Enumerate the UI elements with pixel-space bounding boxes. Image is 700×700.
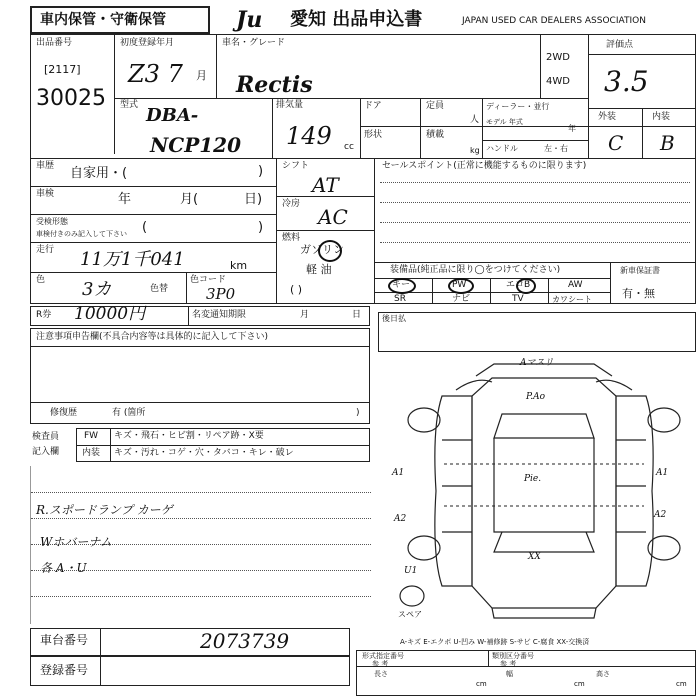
mileage-label: 走行 [36,245,55,255]
displacement-label: 排気量 [276,100,304,110]
displacement-unit: cc [344,142,354,152]
history-label: 車歴 [36,161,55,171]
after-date-label: 後日払 [382,314,406,323]
inspector-label-2: 記入欄 [32,447,60,457]
drive-4wd: 4WD [546,76,570,87]
lot-number: 30025 [36,86,106,111]
equip-pw-circle [448,278,474,294]
fuel-circle [318,240,342,262]
rating-value: 3.5 [604,65,649,98]
equip-navi: ナビ [452,294,471,304]
mark-roof: Pie. [524,474,542,484]
notice-month: 月 [300,310,310,320]
cert-height-label: 高さ [596,670,610,678]
note-line-1: R.スポードランプ カーゲ [36,503,173,517]
note-line-3: 各 A・U [40,561,87,575]
doors-label: ドア [364,101,382,111]
fuel-gasoline: ガソリン [300,243,344,256]
recycle-value: 10000円 [74,304,146,324]
mark-right-a2: A2 [654,510,667,520]
acceptance-label: 受検形態 [36,217,68,226]
mark-left-a1: A1 [392,468,405,478]
note-line-2: Wホバーナム [40,535,112,549]
fuel-other: ( ) [290,283,303,296]
capacity-label: 定員 [426,101,445,111]
equip-ecob-circle [516,278,536,294]
shift-label: シフト [282,161,310,171]
repair-label: 修復歴 [50,408,78,418]
repair-value: 有 (箇所 [112,408,146,418]
shaken-month: 月( [180,192,199,207]
rating-int-value: B [660,131,675,155]
notice-day: 日 [352,310,362,320]
spare-label: スペア [398,610,422,619]
equip-seat: カワシート [552,295,592,304]
registration-label: 初度登録年月 [120,38,175,48]
acceptance-note: 車検付きのみ記入して下さい [36,230,127,238]
shift-value: AT [312,173,339,197]
damage-legend: A-キズ E-エクボ U-凹み W-補修跡 S-サビ C-腐食 XX-交換済 [400,638,590,646]
model-year-label: モデル 年式 [486,118,523,126]
color-code-value: 3P0 [206,285,236,303]
storage-badge [30,6,210,34]
repair-close: ) [356,408,360,418]
shape-label: 形状 [364,130,383,140]
shaken-year: 年 [118,192,132,207]
inspector-fw: FW [84,431,99,441]
lot-number-label: 出品番号 [36,38,73,48]
handle-label: ハンドル [486,144,518,153]
inspector-row2: キズ・汚れ・コゲ・穴・タバコ・キレ・破レ [114,448,294,458]
cert-ref-1: 参 考 [372,660,389,668]
load-unit: kg [470,146,480,155]
mileage-value: 11万1千041 [80,249,185,270]
mark-front-scratch: Aマスリ [520,358,554,368]
cert-ref-2: 参 考 [500,660,517,668]
acceptance-close: ) [258,220,264,235]
inspector-label: 検査員 [32,432,60,442]
chassis-value: 2073739 [200,629,290,653]
rating-label: 評価点 [606,40,634,50]
model-line1: DBA- [146,105,199,126]
equip-pw: PW [452,280,467,290]
trim-label: 色替 [150,284,169,294]
fuel-diesel: 軽 油 [306,263,332,276]
equip-aw: AW [568,280,583,290]
model-label: 型式 [120,100,139,110]
cert-form-label: 形式指定番号 [362,652,404,660]
year-unit: 年 [568,124,576,133]
form-title: 愛知 出品申込書 [290,9,423,30]
registration-value: Z3 7 [128,60,183,88]
registration-month-unit: 月 [196,69,207,82]
capacity-unit: 人 [470,115,480,125]
cooler-label: 冷房 [282,199,301,209]
association-name: JAPAN USED CAR DEALERS ASSOCIATION [462,16,646,26]
color-value: 3カ [82,279,112,300]
cert-height-unit: cm [676,680,687,688]
mark-right-a1: A1 [656,468,669,478]
displacement-value: 149 [286,122,332,150]
shaken-day: 日) [244,192,263,207]
lot-number-small: [2117] [44,63,81,76]
mark-left-a2: A2 [394,514,407,524]
cert-width-unit: cm [574,680,585,688]
cert-category-label: 類別区分番号 [492,652,534,660]
mark-rear-xx: XX [528,552,541,562]
insurance-options: 有・無 [622,287,655,300]
equip-key-circle [388,278,416,294]
equip-key: キー [392,280,411,290]
load-label: 積載 [426,130,445,140]
storage-badge-text: 車内保管・守衛保管 [40,12,166,28]
equip-tv: TV [512,294,524,304]
car-name-label: 車名・グレード [222,38,286,48]
inspector-row1: キズ・飛石・ヒビ割・リペア跡・X要 [114,431,264,441]
cooler-value: AC [318,205,348,229]
color-code-label: 色コード [190,275,227,285]
model-line2: NCP120 [150,133,241,157]
remarks-label: 注意事項申告欄(不具合内容等は具体的に記入して下さい) [36,332,269,342]
mark-rear-u1: U1 [404,566,418,576]
rating-ext-value: C [608,131,624,155]
history-value: 自家用・( [70,166,128,181]
car-name-value: Rectis [236,72,313,98]
history-close: ) [258,164,264,179]
rating-ext-label: 外装 [598,112,617,122]
handle-options: 左・右 [544,144,568,153]
cert-length-label: 長さ [374,670,388,678]
mark-hood: P.Ao [526,392,546,402]
rating-int-label: 内装 [652,112,671,122]
cert-width-label: 幅 [506,670,513,678]
chassis-label: 車台番号 [40,633,89,647]
equip-sr: SR [394,294,406,304]
reg-label: 登録番号 [40,663,89,677]
fuel-label: 燃料 [282,233,301,243]
recycle-label: R券 [36,310,52,320]
sale-points-label: セールスポイント(正常に機能するものに限ります) [382,161,587,171]
inspector-interior: 内装 [82,448,101,458]
equipment-title: 装備品(純正品に限り◯をつけてください) [390,265,561,275]
notice-label: 名変通知期限 [192,310,247,320]
insurance-label: 新車保証書 [620,266,660,275]
acceptance-open: ( [142,220,148,235]
equip-ecob: エコB [506,280,531,290]
dealer-parallel: ディーラー・並行 [486,102,550,111]
after-date-box [378,312,696,352]
mileage-unit: km [230,259,248,272]
cert-length-unit: cm [476,680,487,688]
shaken-label: 車検 [36,189,55,199]
drive-2wd: 2WD [546,52,570,63]
ju-logo: Ju [236,7,263,33]
color-label: 色 [36,275,46,285]
